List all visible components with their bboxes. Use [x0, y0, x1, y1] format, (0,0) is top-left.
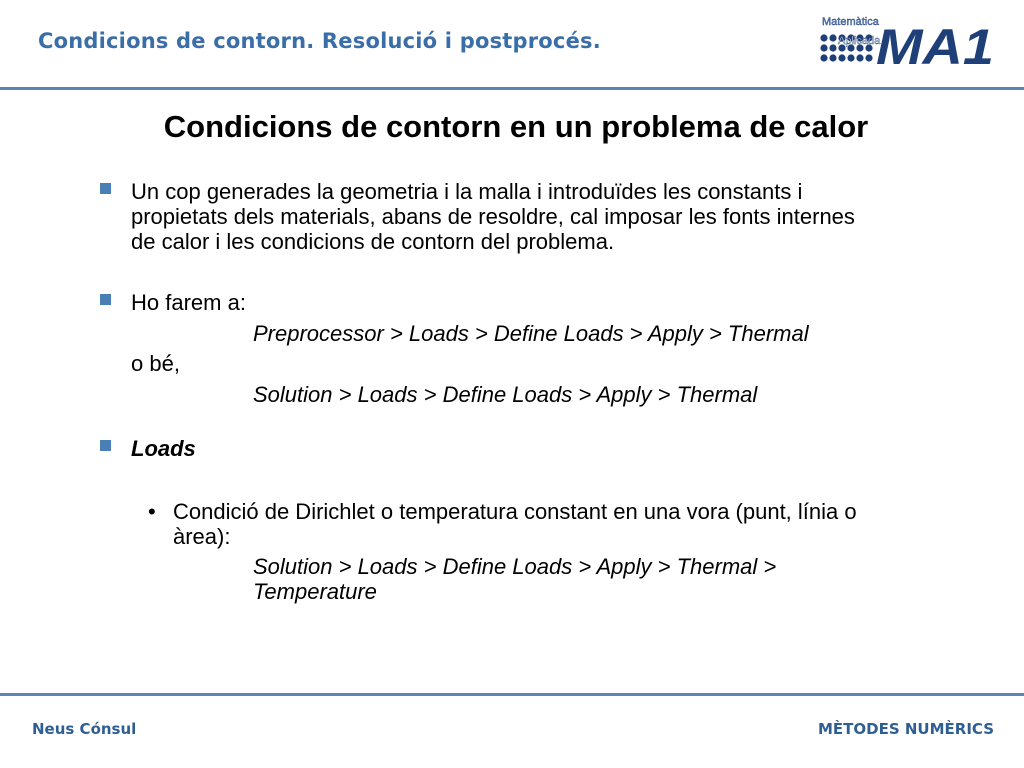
bullet-marker-1: [100, 183, 111, 194]
sub-bullet-dot: •: [148, 499, 156, 524]
menu-path-temperature-line-2: Temperature: [253, 579, 377, 604]
menu-path-preprocessor: Preprocessor > Loads > Define Loads > Apply > Thermal: [253, 321, 809, 346]
ma1-logo: [818, 12, 998, 72]
bullet1-line-1: Un cop generades la geometria i la malla i introduïdes les constants i: [131, 179, 803, 204]
bullet-marker-2: [100, 294, 111, 305]
slide-title: Condicions de contorn en un problema de calor: [163, 109, 869, 144]
sub-bullet-line-2: àrea):: [173, 524, 231, 549]
header-title: Condicions de contorn. Resolució i postprocés.: [38, 29, 601, 53]
header-divider: [0, 87, 1024, 90]
logo-word-2: Aplicada: [838, 35, 881, 47]
bullet-marker-3: [100, 440, 111, 451]
sub-bullet-line-1: Condició de Dirichlet o temperatura constant en una vora (punt, línia o: [173, 499, 857, 524]
footer-author: Neus Cónsul: [32, 720, 137, 738]
menu-path-solution: Solution > Loads > Define Loads > Apply > Thermal: [253, 382, 758, 407]
footer-course: MÈTODES NUMÈRICS: [817, 720, 994, 738]
bullet2-label: Ho farem a:: [131, 290, 246, 315]
menu-path-temperature-line-1: Solution > Loads > Define Loads > Apply > Thermal >: [253, 554, 777, 579]
logo-mark: MA1: [876, 19, 994, 72]
bullet3-label: Loads: [131, 436, 196, 461]
bullet1-line-3: de calor i les condicions de contorn del problema.: [131, 229, 615, 254]
alternative-text: o bé,: [131, 351, 180, 376]
logo-word-1: Matemàtica: [822, 16, 879, 28]
footer-divider: [0, 693, 1024, 696]
bullet1-line-2: propietats dels materials, abans de resoldre, cal imposar les fonts internes: [131, 204, 855, 229]
